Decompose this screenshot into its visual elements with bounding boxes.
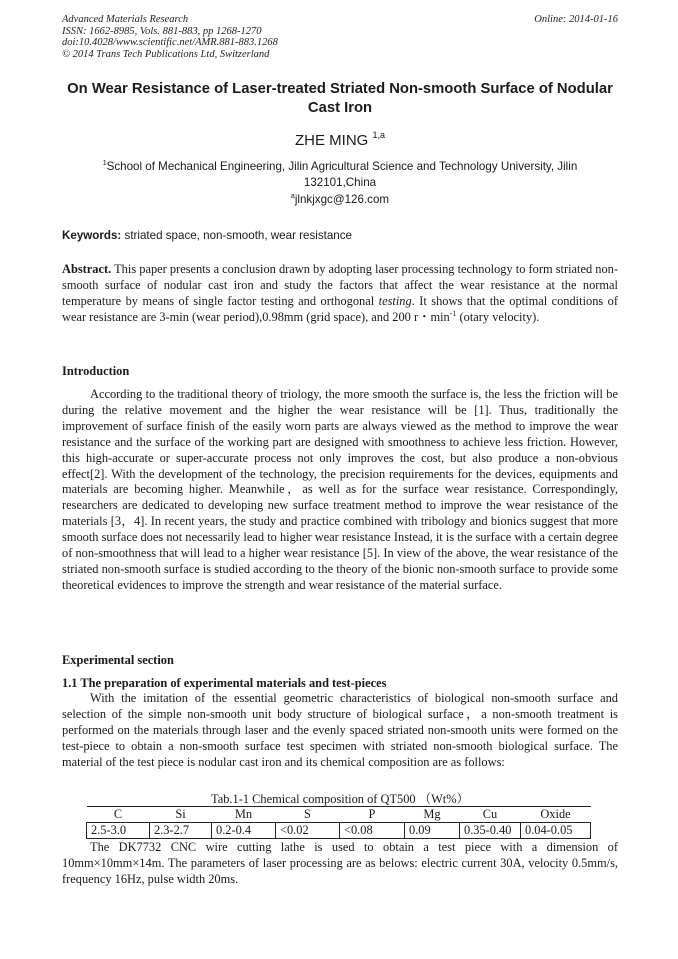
table-row — [87, 823, 591, 839]
copyright-line: © 2014 Trans Tech Publications Ltd, Switzerland — [62, 48, 270, 60]
author-name: ZHE MING — [294, 132, 369, 149]
affiliation — [80, 156, 600, 191]
abstract-text-b: . It shows that the optimal conditions of wear resistance are 3-min (wear period),0.98mm (grid space), and 200 r・min — [62, 293, 618, 324]
doi-line: doi:10.4028/www.scientific.net/AMR.881-883.1268 — [62, 37, 278, 49]
table-cell: <0.02 — [276, 823, 340, 839]
table-cell: 0.35-0.40 — [460, 823, 521, 839]
experimental-heading: Experimental section — [62, 653, 174, 667]
subsection-heading: 1.1 The preparation of experimental materials and test-pieces — [62, 676, 387, 690]
column-header: Cu — [460, 807, 521, 823]
abstract-sup: -1 — [449, 308, 457, 318]
chemical-composition-table — [86, 806, 591, 839]
column-header: Mn — [212, 807, 276, 823]
affiliation-text: School of Mechanical Engineering, Jilin Agricultural Science and Technology University, Jilin 132101,China — [106, 160, 578, 189]
table-cell: 2.5-3.0 — [87, 823, 150, 839]
table-cell: 0.2-0.4 — [212, 823, 276, 839]
journal-header — [62, 14, 618, 60]
final-paragraph: The DK7732 CNC wire cutting lathe is used to obtain a test piece with a dimension of 10mm×10mm×14m. The parameters of laser processing are as belows: electric current 30A, velocity 0.5mm/s, frequency 16Hz, pulse width 20ms. — [62, 840, 618, 886]
introduction-heading: Introduction — [62, 364, 130, 378]
table-cell: 0.09 — [405, 823, 460, 839]
column-header: Mg — [405, 807, 460, 823]
issn-line: ISSN: 1662-8985, Vols. 881-883, pp 1268-1270 — [62, 25, 262, 37]
keywords-label: Keywords: — [62, 229, 122, 242]
abstract — [62, 262, 618, 326]
column-header: C — [87, 807, 150, 823]
journal-name: Advanced Materials Research — [62, 14, 189, 25]
column-header: P — [340, 807, 405, 823]
table-cell: 0.04-0.05 — [521, 823, 591, 839]
table-header-row — [87, 807, 591, 823]
keywords-text: striated space, non-smooth, wear resistance — [124, 229, 352, 242]
email-sup: a — [290, 193, 295, 200]
experimental-paragraph: With the imitation of the essential geometric characteristics of biological non-smooth surface and selection of the simple non-smooth unit body structure of biological surface，a non-smooth treatment is performed on the materials through laser and the evenly spaced striated non-smooth units were formed on the test-piece to obtain a non-smooth surface test specimen with striated non-smooth biological surface. The material of the test piece is nodular cast iron and its chemical composition are as follows: — [62, 691, 618, 769]
table-cell: 2.3-2.7 — [150, 823, 212, 839]
table-cell: <0.08 — [340, 823, 405, 839]
column-header: S — [276, 807, 340, 823]
abstract-text-a: This paper presents a conclusion drawn by adopting laser processing technology to form striated non-smooth surface of nodular cast iron and study the factors that affect the wear resistance at the normal temperature by means of single factor testing and orthogonal — [62, 262, 618, 308]
online-date: Online: 2014-01-16 — [534, 14, 618, 25]
affiliation-sup: 1 — [102, 160, 107, 167]
abstract-label: Abstract. — [62, 262, 112, 276]
keywords — [62, 229, 618, 242]
introduction-paragraph: According to the traditional theory of triology, the more smooth the surface is, the less the friction will be during the relative movement and the higher the wear resistance will be [1]. Thus, traditionally the improvement of surface finish of the easily worn parts are always viewed as the method to improve the wear resistance and the surface of the working part are designed with smoothness to achieve less friction. However, this high-accurate or super-accurate process not only improves the cost, but also produce a non-obvious effect[2]. With the development of the technology, the precision requirements for the devices, equipments and materials are becoming higher. Meanwhile，as well as for the surface wear resistance. Correspondingly, researchers are dedicated to developing new surface treatment method to improve the wear resistance of the materials [3，4]. In recent years, the study and practice combined with tribology and bionics suggest that more smooth surface does not necessarily lead to higher wear resistance Instead, it is the surface with a certain degree of non-smoothness that will lead to a higher wear resistance [5]. In view of the above, the wear resistance of the striated non-smooth surface is studied according to the theory of the bionic non-smooth surface to provide some theoretical evidences to improve the strength and wear resistance of the material surface. — [62, 387, 618, 592]
abstract-text-c: (otary velocity). — [459, 309, 540, 324]
email-text: jlnkjxgc@126.com — [294, 193, 390, 206]
column-header: Oxide — [521, 807, 591, 823]
paper-title: On Wear Resistance of Laser-treated Striated Non-smooth Surface of Nodular Cast Iron — [67, 81, 613, 116]
abstract-italic: testing — [378, 293, 412, 308]
table-caption: Tab.1-1 Chemical composition of QT500 （Wt%） — [211, 792, 469, 806]
column-header: Si — [150, 807, 212, 823]
email — [62, 193, 618, 206]
author — [62, 130, 618, 149]
author-sup: 1,a — [372, 130, 386, 140]
